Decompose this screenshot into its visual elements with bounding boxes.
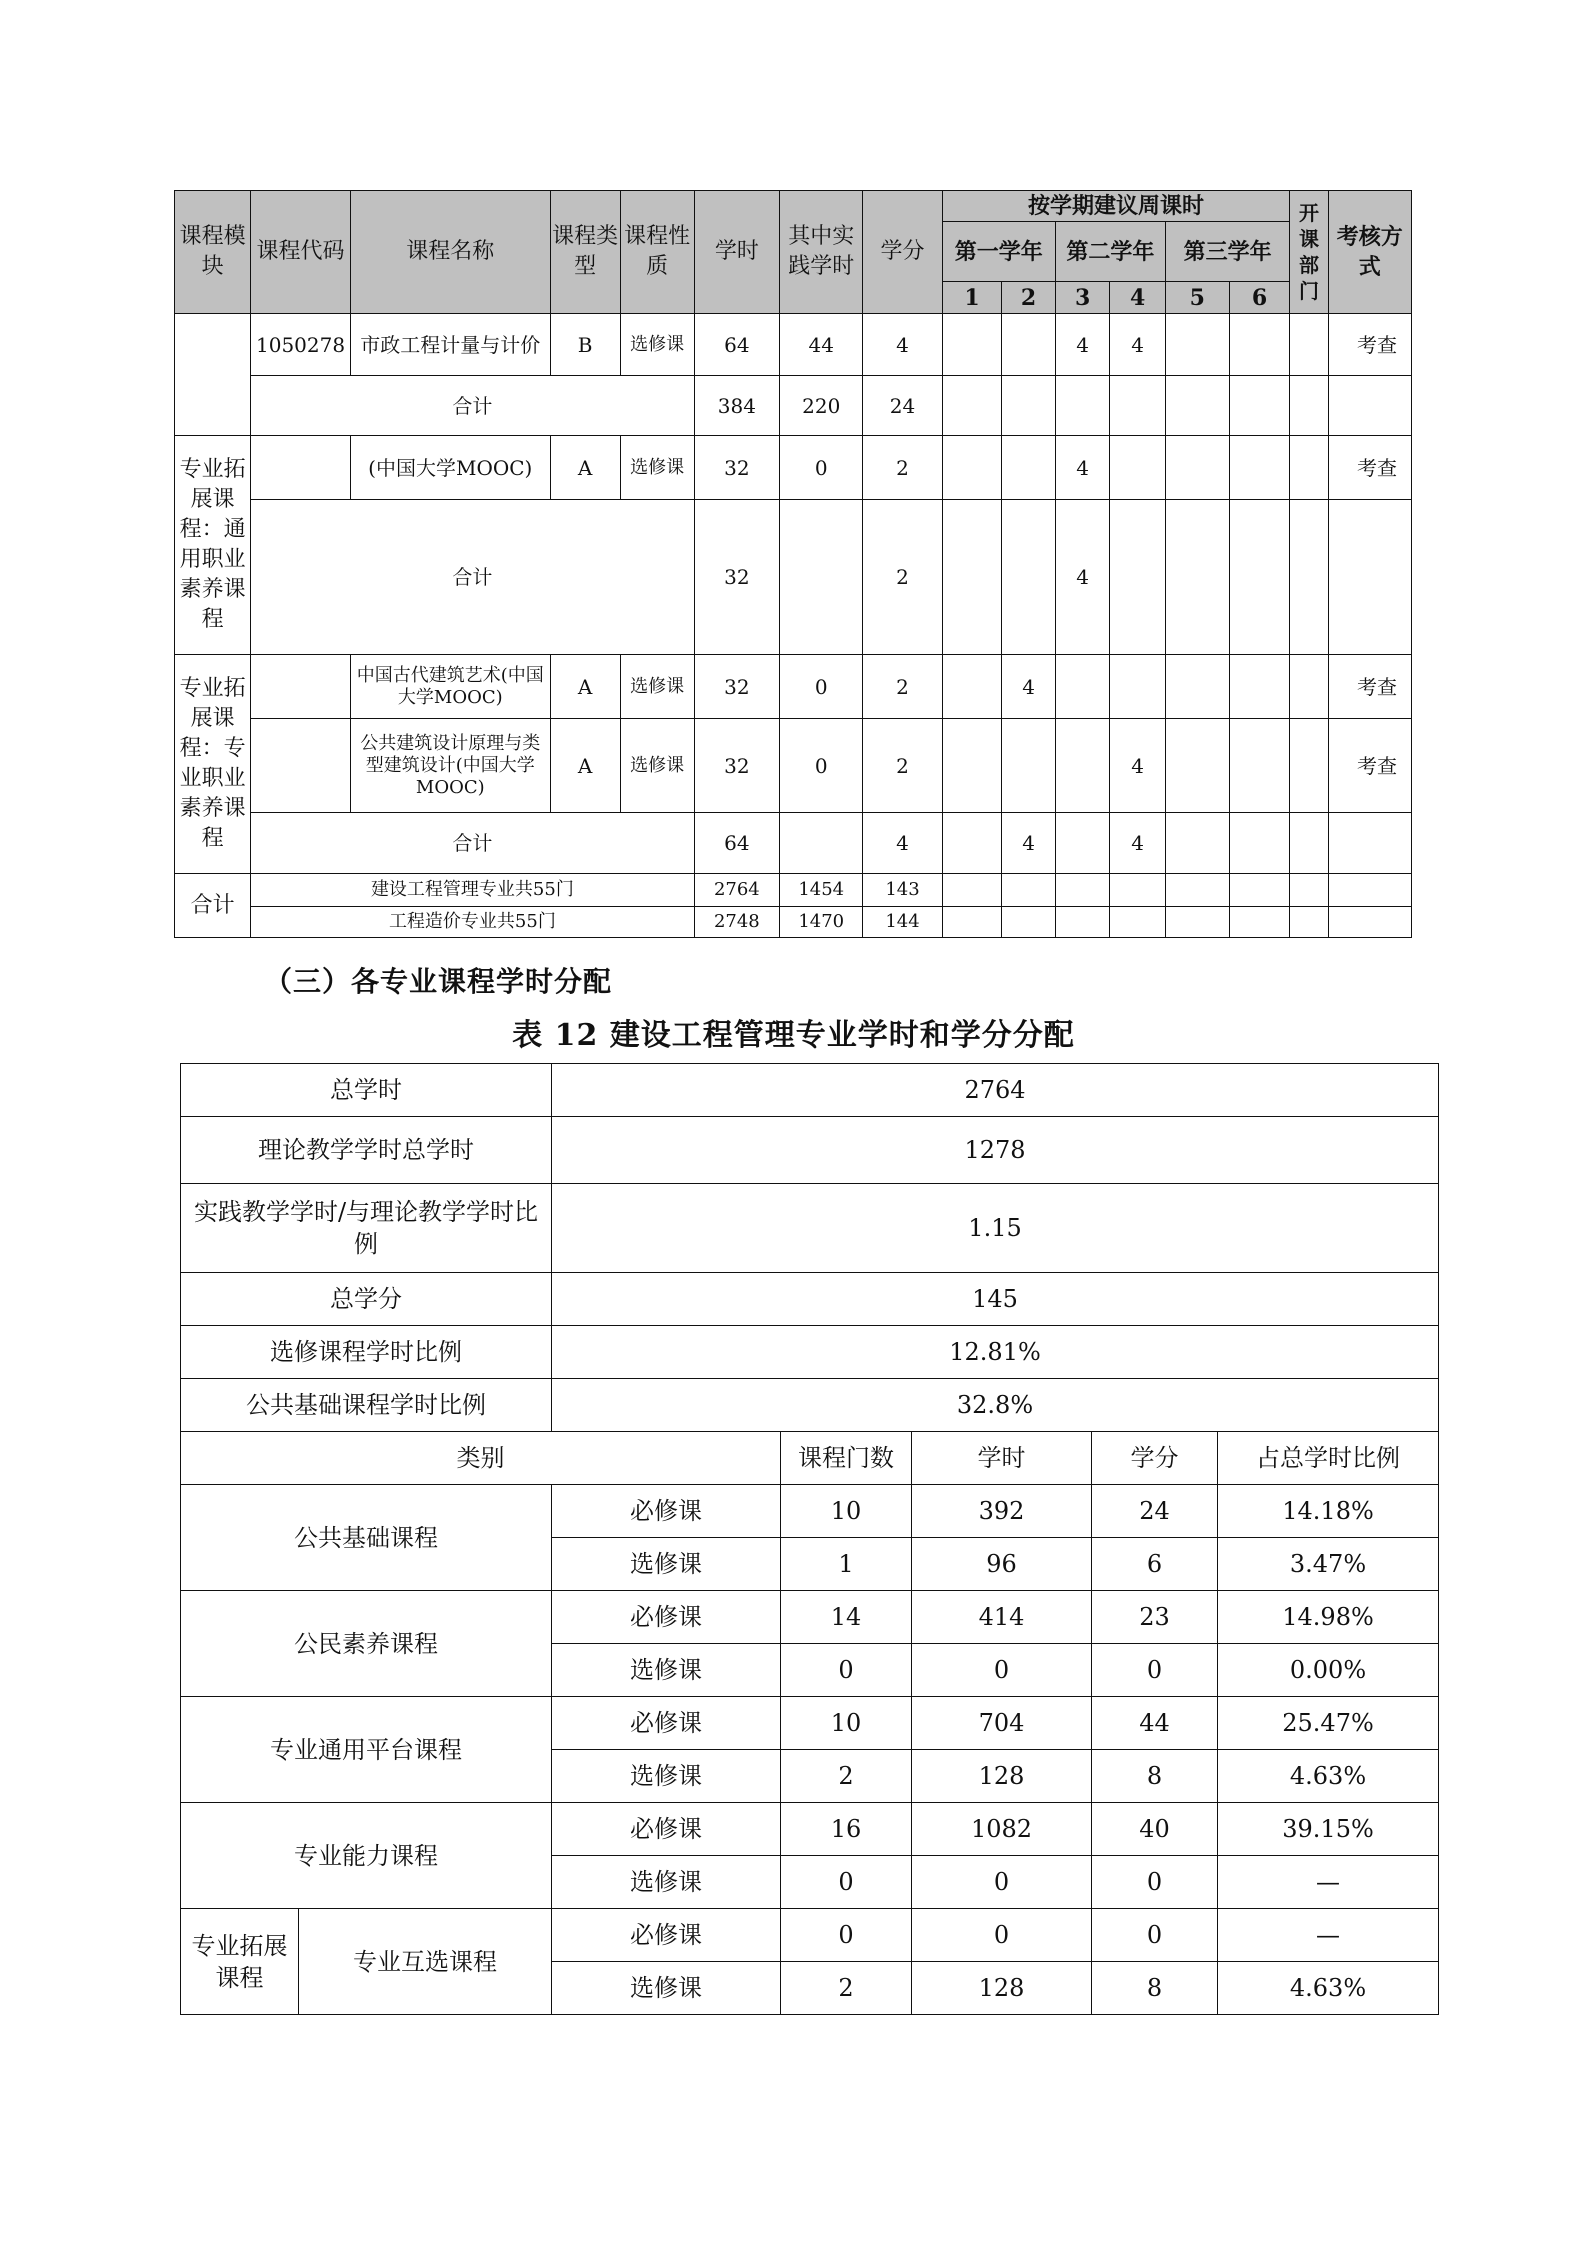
sem-2 bbox=[1002, 719, 1056, 813]
course-credits: 8 bbox=[1092, 1750, 1218, 1803]
course-count: 0 bbox=[781, 1909, 912, 1962]
sem-5 bbox=[1165, 655, 1229, 719]
sem-1 bbox=[942, 436, 1002, 500]
course-count: 10 bbox=[781, 1485, 912, 1538]
course-credits: 40 bbox=[1092, 1803, 1218, 1856]
course-practice: 0 bbox=[780, 719, 863, 813]
hours-ratio: 14.98% bbox=[1218, 1591, 1439, 1644]
category-name: 专业互选课程 bbox=[299, 1909, 552, 2015]
course-credits: 44 bbox=[1092, 1697, 1218, 1750]
summary-label: 公共基础课程学时比例 bbox=[181, 1379, 552, 1432]
summary-label: 实践教学学时/与理论教学学时比例 bbox=[181, 1184, 552, 1273]
course-nature: 选修课 bbox=[620, 314, 694, 376]
header-credits: 学分 bbox=[1092, 1432, 1218, 1485]
grand-total-row bbox=[175, 874, 1412, 907]
category-row bbox=[181, 1485, 1439, 1538]
course-kind: 选修课 bbox=[552, 1856, 781, 1909]
subtotal-label: 合计 bbox=[251, 376, 695, 436]
sem-1 bbox=[942, 719, 1002, 813]
subtotal-row bbox=[175, 376, 1412, 436]
header-weekly-hours: 按学期建议周课时 bbox=[942, 191, 1290, 222]
summary-value: 1.15 bbox=[552, 1184, 1439, 1273]
total-practice: 1454 bbox=[780, 874, 863, 907]
total-credits: 143 bbox=[863, 874, 942, 907]
subtotal-hours: 32 bbox=[694, 500, 779, 655]
course-credits: 2 bbox=[863, 655, 942, 719]
total-hours: 2748 bbox=[694, 907, 779, 938]
hours-ratio: — bbox=[1218, 1856, 1439, 1909]
sem-6 bbox=[1229, 655, 1290, 719]
header-type: 课程类型 bbox=[550, 191, 620, 314]
course-type: A bbox=[550, 655, 620, 719]
course-type: A bbox=[550, 719, 620, 813]
category-header-row bbox=[181, 1432, 1439, 1485]
summary-value: 32.8% bbox=[552, 1379, 1439, 1432]
header-semester: 1 bbox=[942, 282, 1002, 314]
course-nature: 选修课 bbox=[620, 655, 694, 719]
course-kind: 必修课 bbox=[552, 1803, 781, 1856]
course-hours: 704 bbox=[912, 1697, 1092, 1750]
section-heading: （三）各专业课程学时分配 bbox=[264, 965, 613, 998]
subtotal-row bbox=[175, 813, 1412, 874]
course-hours: 1082 bbox=[912, 1803, 1092, 1856]
course-code bbox=[251, 719, 351, 813]
header-category: 类别 bbox=[181, 1432, 781, 1485]
sem-5 bbox=[1165, 436, 1229, 500]
course-kind: 选修课 bbox=[552, 1750, 781, 1803]
course-count: 2 bbox=[781, 1962, 912, 2015]
category-row bbox=[181, 1803, 1439, 1856]
course-practice: 0 bbox=[780, 655, 863, 719]
header-credits: 学分 bbox=[863, 191, 942, 314]
major-total-label: 建设工程管理专业共55门 bbox=[251, 874, 695, 907]
course-hours: 0 bbox=[912, 1856, 1092, 1909]
category-name: 公民素养课程 bbox=[181, 1591, 552, 1697]
header-year2: 第二学年 bbox=[1055, 222, 1165, 282]
course-credits: 0 bbox=[1092, 1856, 1218, 1909]
course-kind: 必修课 bbox=[552, 1591, 781, 1644]
course-hours: 96 bbox=[912, 1538, 1092, 1591]
sem-6 bbox=[1229, 436, 1290, 500]
course-credits: 24 bbox=[1092, 1485, 1218, 1538]
exam-method: 考查 bbox=[1328, 314, 1412, 376]
summary-label: 理论教学学时总学时 bbox=[181, 1117, 552, 1184]
grand-total-row bbox=[175, 907, 1412, 938]
sem-6 bbox=[1229, 500, 1290, 655]
sem-5 bbox=[1165, 500, 1229, 655]
category-name: 专业能力课程 bbox=[181, 1803, 552, 1909]
course-hours: 128 bbox=[912, 1750, 1092, 1803]
course-count: 0 bbox=[781, 1856, 912, 1909]
header-code: 课程代码 bbox=[251, 191, 351, 314]
course-hours: 32 bbox=[694, 436, 779, 500]
subtotal-label: 合计 bbox=[251, 500, 695, 655]
sem-2 bbox=[1002, 314, 1056, 376]
summary-row bbox=[181, 1273, 1439, 1326]
header-module: 课程模块 bbox=[175, 191, 251, 314]
table-row bbox=[175, 655, 1412, 719]
exam-method: 考查 bbox=[1328, 719, 1412, 813]
course-hours: 0 bbox=[912, 1644, 1092, 1697]
summary-row bbox=[181, 1117, 1439, 1184]
course-schedule-table bbox=[174, 190, 1412, 938]
course-code: 1050278 bbox=[251, 314, 351, 376]
summary-value: 1278 bbox=[552, 1117, 1439, 1184]
header-ratio: 占总学时比例 bbox=[1218, 1432, 1439, 1485]
course-name: 公共建筑设计原理与类型建筑设计(中国大学MOOC) bbox=[350, 719, 550, 813]
subtotal-credits: 4 bbox=[863, 813, 942, 874]
summary-row bbox=[181, 1379, 1439, 1432]
category-row bbox=[181, 1909, 1439, 1962]
summary-row bbox=[181, 1064, 1439, 1117]
subtotal-hours: 384 bbox=[694, 376, 779, 436]
course-count: 2 bbox=[781, 1750, 912, 1803]
course-name: 中国古代建筑艺术(中国大学MOOC) bbox=[350, 655, 550, 719]
course-kind: 选修课 bbox=[552, 1538, 781, 1591]
department bbox=[1290, 314, 1328, 376]
total-practice: 1470 bbox=[780, 907, 863, 938]
subtotal-row bbox=[175, 500, 1412, 655]
course-kind: 必修课 bbox=[552, 1485, 781, 1538]
header-semester: 5 bbox=[1165, 282, 1229, 314]
sem-6 bbox=[1229, 813, 1290, 874]
grand-total-label: 合计 bbox=[175, 874, 251, 938]
course-nature: 选修课 bbox=[620, 719, 694, 813]
course-hours: 414 bbox=[912, 1591, 1092, 1644]
subtotal-practice bbox=[780, 813, 863, 874]
course-kind: 必修课 bbox=[552, 1697, 781, 1750]
sem-2 bbox=[1002, 500, 1056, 655]
header-semester: 6 bbox=[1229, 282, 1290, 314]
sem-2 bbox=[1002, 436, 1056, 500]
header-year3: 第三学年 bbox=[1165, 222, 1290, 282]
hours-ratio: 4.63% bbox=[1218, 1750, 1439, 1803]
department bbox=[1290, 436, 1328, 500]
course-credits: 0 bbox=[1092, 1644, 1218, 1697]
summary-value: 2764 bbox=[552, 1064, 1439, 1117]
hours-ratio: 39.15% bbox=[1218, 1803, 1439, 1856]
sem-3: 4 bbox=[1055, 314, 1110, 376]
hours-ratio: 0.00% bbox=[1218, 1644, 1439, 1697]
summary-value: 12.81% bbox=[552, 1326, 1439, 1379]
course-practice: 0 bbox=[780, 436, 863, 500]
summary-row bbox=[181, 1184, 1439, 1273]
sem-1 bbox=[942, 500, 1002, 655]
course-credits: 6 bbox=[1092, 1538, 1218, 1591]
table-row bbox=[175, 314, 1412, 376]
total-credits: 144 bbox=[863, 907, 942, 938]
header-semester: 4 bbox=[1110, 282, 1166, 314]
course-nature: 选修课 bbox=[620, 436, 694, 500]
sem-2: 4 bbox=[1002, 813, 1056, 874]
course-kind: 选修课 bbox=[552, 1962, 781, 2015]
course-code bbox=[251, 655, 351, 719]
sem-4 bbox=[1110, 655, 1166, 719]
sem-3: 4 bbox=[1055, 436, 1110, 500]
hours-ratio: 4.63% bbox=[1218, 1962, 1439, 2015]
header-semester: 2 bbox=[1002, 282, 1056, 314]
module-general: 专业拓展课程：通用职业素养课程 bbox=[175, 436, 251, 655]
hours-ratio: — bbox=[1218, 1909, 1439, 1962]
category-name: 专业通用平台课程 bbox=[181, 1697, 552, 1803]
subtotal-hours: 64 bbox=[694, 813, 779, 874]
course-hours: 392 bbox=[912, 1485, 1092, 1538]
department bbox=[1290, 655, 1328, 719]
header-name: 课程名称 bbox=[350, 191, 550, 314]
course-kind: 必修课 bbox=[552, 1909, 781, 1962]
sem-3 bbox=[1055, 719, 1110, 813]
sem-3 bbox=[1055, 813, 1110, 874]
exam-method: 考查 bbox=[1328, 436, 1412, 500]
sem-6 bbox=[1229, 314, 1290, 376]
course-count: 16 bbox=[781, 1803, 912, 1856]
header-exam: 考核方式 bbox=[1328, 191, 1412, 314]
summary-row bbox=[181, 1326, 1439, 1379]
sem-4 bbox=[1110, 436, 1166, 500]
sem-1 bbox=[942, 655, 1002, 719]
course-kind: 选修课 bbox=[552, 1644, 781, 1697]
sem-4: 4 bbox=[1110, 719, 1166, 813]
category-row bbox=[181, 1591, 1439, 1644]
table-caption: 表 12 建设工程管理专业学时和学分分配 bbox=[512, 1018, 1075, 1053]
course-type: B bbox=[550, 314, 620, 376]
subtotal-practice: 220 bbox=[780, 376, 863, 436]
subtotal-label: 合计 bbox=[251, 813, 695, 874]
header-hours: 学时 bbox=[694, 191, 779, 314]
course-count: 10 bbox=[781, 1697, 912, 1750]
table-row bbox=[175, 436, 1412, 500]
category-group: 专业拓展课程 bbox=[181, 1909, 299, 2015]
course-count: 1 bbox=[781, 1538, 912, 1591]
module-cell-empty bbox=[175, 314, 251, 436]
course-credits: 2 bbox=[863, 436, 942, 500]
sem-5 bbox=[1165, 813, 1229, 874]
course-name: (中国大学MOOC) bbox=[350, 436, 550, 500]
course-hours: 0 bbox=[912, 1909, 1092, 1962]
total-hours: 2764 bbox=[694, 874, 779, 907]
course-name: 市政工程计量与计价 bbox=[350, 314, 550, 376]
sem-4 bbox=[1110, 500, 1166, 655]
course-credits: 23 bbox=[1092, 1591, 1218, 1644]
course-credits: 0 bbox=[1092, 1909, 1218, 1962]
category-row bbox=[181, 1697, 1439, 1750]
course-credits: 2 bbox=[863, 719, 942, 813]
course-hours: 32 bbox=[694, 719, 779, 813]
sem-3: 4 bbox=[1055, 500, 1110, 655]
course-hours: 32 bbox=[694, 655, 779, 719]
header-semester: 3 bbox=[1055, 282, 1110, 314]
sem-4: 4 bbox=[1110, 813, 1166, 874]
sem-2: 4 bbox=[1002, 655, 1056, 719]
sem-5 bbox=[1165, 314, 1229, 376]
course-hours: 64 bbox=[694, 314, 779, 376]
course-credits: 8 bbox=[1092, 1962, 1218, 2015]
sem-5 bbox=[1165, 719, 1229, 813]
subtotal-credits: 2 bbox=[863, 500, 942, 655]
summary-value: 145 bbox=[552, 1273, 1439, 1326]
department bbox=[1290, 719, 1328, 813]
exam-method: 考查 bbox=[1328, 655, 1412, 719]
sem-1 bbox=[942, 813, 1002, 874]
hours-ratio: 3.47% bbox=[1218, 1538, 1439, 1591]
table-row bbox=[175, 719, 1412, 813]
course-credits: 4 bbox=[863, 314, 942, 376]
sem-1 bbox=[942, 314, 1002, 376]
course-count: 14 bbox=[781, 1591, 912, 1644]
header-nature: 课程性质 bbox=[620, 191, 694, 314]
hours-ratio: 14.18% bbox=[1218, 1485, 1439, 1538]
sem-4: 4 bbox=[1110, 314, 1166, 376]
course-type: A bbox=[550, 436, 620, 500]
header-count: 课程门数 bbox=[781, 1432, 912, 1485]
summary-label: 选修课程学时比例 bbox=[181, 1326, 552, 1379]
hours-ratio: 25.47% bbox=[1218, 1697, 1439, 1750]
major-total-label: 工程造价专业共55门 bbox=[251, 907, 695, 938]
summary-label: 总学时 bbox=[181, 1064, 552, 1117]
hours-credits-table bbox=[180, 1063, 1439, 2015]
sem-3 bbox=[1055, 655, 1110, 719]
course-code bbox=[251, 436, 351, 500]
course-hours: 128 bbox=[912, 1962, 1092, 2015]
subtotal-practice bbox=[780, 500, 863, 655]
subtotal-credits: 24 bbox=[863, 376, 942, 436]
course-practice: 44 bbox=[780, 314, 863, 376]
category-name: 公共基础课程 bbox=[181, 1485, 552, 1591]
sem-6 bbox=[1229, 719, 1290, 813]
course-count: 0 bbox=[781, 1644, 912, 1697]
header-hours: 学时 bbox=[912, 1432, 1092, 1485]
header-practice-hours: 其中实践学时 bbox=[780, 191, 863, 314]
summary-label: 总学分 bbox=[181, 1273, 552, 1326]
header-year1: 第一学年 bbox=[942, 222, 1055, 282]
header-department: 开课部门 bbox=[1290, 191, 1328, 314]
module-professional: 专业拓展课程：专业职业素养课程 bbox=[175, 655, 251, 874]
